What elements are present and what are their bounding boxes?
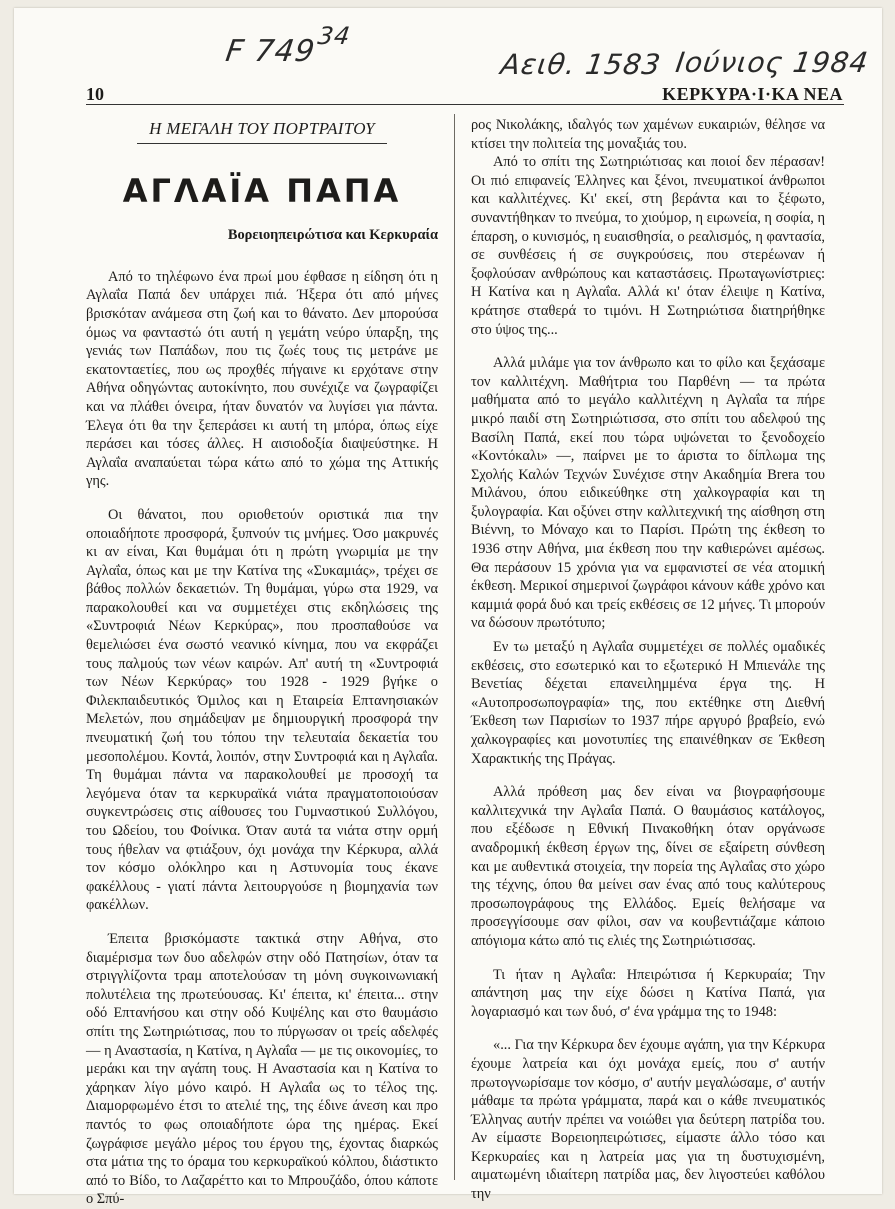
page-number: 10 <box>86 84 104 104</box>
paragraph: Οι θάνατοι, που οριοθετούν οριστικά πια την οποιαδήποτε προσφορά, ξυπνούν τις μνήμες. Όσο μακρυνές κι αν είναι, Και θυμάμαι ότι η πρώτη γνωριμία με την Αγλαΐα, όπως και με την Κατίνα της «Συκαμιάς», τρέχει σε βάθος πολλών δεκαετιών. Τη θυμάμαι, γύρω στα 1929, να παρακολουθεί και να συμμετέχει στις εκδηλώσεις της «Συντροφιά Νέων Κερκύρας», που προσπαθούσε να θεμελιώσει ένα σωστό νεανικό κίνημα, που να εκφράζει τους παλμούς των νέων καιρών. Απ' αυτή τη «Συντροφιά των Νέων Κερκύρας» του 1928 - 1929 βγήκε ο Φιλεκπαιδευτικός Όμιλος και η Εταιρεία Επτανησιακών Μελετών, που σημάδεψαν με δημιουργική προσφορά την πνευματική ζωή του τόπου την τελευταία δεκαετία του μεσοπολέμου. Κοντά, λοιπόν, στην Συντροφιά και η Αγλαΐα. Τη θυμάμαι πάντα να παρακολουθεί με προσοχή τα λεγόμενα όταν τα κερκυραϊκά νιάτα πραγματοποιούσαν συγκεντρώσεις στις αίθουσες του Γυμναστικού Συλλόγου, του Ωδείου, του Φοίνικα. Όταν αυτά τα νιάτα στην ορμή τους ήθελαν να φτιάξουν, όχι μονάχα την Κέρκυρα, αλλά τον κόσμο ολόκληρο και η Αστυνομία τους έκανε φακέλλους - γιατί πάντα λειτουργούσε η βιομηχανία των φακέλλων. <box>86 506 438 914</box>
paragraph: ρος Νικολάκης, ιδαλγός των χαμένων ευκαιριών, θέλησε να κτίσει την πολιτεία της μοναξιάς του. <box>471 117 825 152</box>
handwritten-accession-number: Αειθ. 1583 <box>498 48 664 81</box>
handwritten-reference-number: 34 <box>316 22 353 50</box>
handwritten-date: Ιούνιος 1984 <box>673 46 871 79</box>
paragraph: Εν τω μεταξύ η Αγλαΐα συμμετέχει σε πολλές ομαδικές εκθέσεις, στο εσωτερικό και το εξωτερικό Η Μπιενάλε της Βενετίας δέχεται επανειλημμένα έργα της. Η «Αυτοπροσωπογραφία» της, που εκτέθηκε στη Διεθνή Έκθεση των Παρισίων το 1937 πήρε αργυρό βραβείο, ενώ χαλκογραφίες και μονοτυπίες της επαινέθηκαν σε Έκθεση Χαρακτικής της Πράγας. <box>471 639 825 767</box>
journal-title: ΚΕΡΚΥΡΑ·Ι·ΚΑ ΝΕΑ <box>662 84 843 104</box>
right-column <box>471 116 825 1204</box>
header-rule <box>86 104 844 105</box>
paragraph: Από το τηλέφωνο ένα πρωί μου έφθασε η είδηση ότι η Αγλαΐα Παπά δεν υπάρχει πιά. Ήξερα ότι από μήνες βρισκόταν ανάμεσα στη ζωή και το θάνατο. Δεν μπορούσα όμως να φανταστώ ότι αυτή η γεμάτη νεύρο ύπαρξη, της γενιάς των Παπάδων, που τις ζωές τους τις μετράνε με εκατονταετίες, που ως προχθές πήγαινε κι ερχότανε στην Αθήνα οδηγώντας αυτοκίνητο, που συνέχιζε να ζωγραφίζει και να πλάθει όνειρα, ήταν δυνατόν να λυγίσει για πάντα. Έλεγα ότι θα την ξεπεράσει κι αυτή τη μπόρα, όπως είχε περάσει και τόσες άλλες. Η αισιοδοξία διαψεύστηκε. Η Αγλαΐα αναπαύεται τώρα κάτω από το χώμα της Αττικής γης. <box>86 268 438 490</box>
left-column <box>86 116 438 1209</box>
paragraph: Έπειτα βρισκόμαστε τακτικά στην Αθήνα, στο διαμέρισμα των δυο αδελφών στην οδό Πατησίων, όταν τα στριγγλίζοντα τραμ αποτελούσαν τη μόνη συγκοινωνιακή πολυτέλεια της πρωτεύουσας. Κι' έπειτα, κι' έπειτα... στην οδό Επτανήσου και στην οδό Κυψέλης και στο θαυμάσιο σπίτι της Σωτηριώτισας, που το πύργωσαν οι τρείς αδελφές — η Αναστασία, η Κατίνα, η Αγλαΐα — με τις οικονομίες, το μεράκι και την αγάπη τους. Η Αναστασία και η Κατίνα το χάρηκαν λίγο μόνο καιρό. Η Αγλαΐα ως το τέλος της. Διαμορφωμένο έτσι το ατελιέ της, της έδινε άνεση και προ παντός το φως οποιαδήποτε ώρα της ημέρας. Εκεί ζωγράφισε μεγάλο μέρος του έργου της, έχοντας διαρκώς στα μάτια της το όραμα του κερκυραϊκού κόλπου, διάστικτο από το Βίδο, το Λαζαρέττο και το Μπρουζάδο, όπου κάποτε ο Σπύ- <box>86 930 438 1208</box>
column-divider <box>454 114 455 1180</box>
section-title: Η ΜΕΓΑΛΗ ΤΟΥ ΠΟΡΤΡΑΙΤΟΥ <box>149 119 375 138</box>
paragraph: Αλλά μιλάμε για τον άνθρωπο και το φίλο και ξεχάσαμε τον καλλιτέχνη. Μαθήτρια του Παρθένη — τα πρώτα μαθήματα από το μεγάλο καλλιτέχνη η Αγλαΐα τα πήρε μικρό παιδί στη Σωτηριώτισσα, στο σπίτι του αδελφού της Βασίλη Παπά, εκεί που τώρα υψώνεται το ξενοδοχείο «Κοντόκαλι» —, παίρνει με το άριστα το δίπλωμα της Σχολής Καλών Τεχνών Συνέχισε στην Ακαδημία Brera του Μιλάνου, όπου ειδικεύθηκε στη χαλκογραφία και τη ξυλογραφία. Και οξύνει στην καλλιτεχνική της αίσθηση στη Βιέννη, το Μόναχο και το Παρίσι. Πρώτη της έκθεση το 1936 στην Αθήνα, μια έκθεση που την καθιερώνει αμέσως. Θα περάσουν 15 χρόνια για να εμφανιστεί σε νέα ατομική έκθεση. Μερικοί σημερινοί ζωγράφοι κάνουν κάθε χρόνο και καμμιά φορά δυό και τρείς εκθέσεις σε 12 μήνες. Τι μπορούν να δώσουν πρωτότυπο; <box>471 355 825 632</box>
section-rule <box>137 143 387 144</box>
paragraph: Τι ήταν η Αγλαΐα: Ηπειρώτισα ή Κερκυραία; Την απάντηση μας την είχε δώσει η Κατίνα Παπά, για λογαριασμό και των δυό, σ' ένα γράμμα της το 1948: <box>471 966 825 1020</box>
article-subtitle: Βορειοηπειρώτισα και Κερκυραία <box>227 227 438 244</box>
paragraph: Από το σπίτι της Σωτηριώτισας και ποιοί δεν πέρασαν! Οι πιό επιφανείς Έλληνες και ξένοι, πνευματικοί άνθρωποι και καλλιτέχνες. Κι' εκεί, στη βεράντα και το ξέφωτο, συναντήθηκαν το πνεύμα, το χιούμορ, η ειρωνεία, η σοφία, η έπαρση, ο κυνισμός, η ευαισθησία, ο ρεαλισμός, η φαντασία, σε συνθέσεις ή σε συγκρούσεις, που στερέωναν ή ξοφλούσαν ανθρώπους και καταστάσεις. Πρωταγωνίστριες: Η Κατίνα και η Αγλαΐα. Αλλά κι' όταν έλειψε η Κατίνα, κράτησε σταθερά το τιμόνι. Η Σωτηριώτισα διατηρήθηκε στο ύψος της... <box>471 154 825 338</box>
article-title: ΑΓΛΑΪΑ ΠΑΠΑ <box>122 171 402 210</box>
quote-paragraph: «... Για την Κέρκυρα δεν έχουμε αγάπη, για την Κέρκυρα έχουμε λατρεία και όχι μονάχα εμείς, που σ' αυτήν πρωτογνωρίσαμε τον κόσμο, σ' αυτήν μεγαλώσαμε, σ' αυτήν μάθαμε τα πρώτα γράμματα, παρά και ο κάθε πνευματικός Έλληνας αυτήν πρέπει να νοιώθει για δεύτερη πατρίδα του. Αν είμαστε Βορειοηπειρώτισες, είμαστε άλλο τόσο και Κερκυραίες και η λατρεία μας για τη δυστυχισμένη, αιματωμένη ιδιαίτερη πατρίδα μας, δεν λιγοστεύει καθόλου την <box>471 1037 825 1203</box>
handwritten-reference: F 749 <box>223 34 318 69</box>
paragraph: Αλλά πρόθεση μας δεν είναι να βιογραφήσουμε καλλιτεχνικά την Αγλαΐα Παπά. Ο θαυμάσιος κατάλογος, που εξέδωσε η Εθνική Πινακοθήκη όταν οργάνωσε αναδρομική έκθεση έργων της, δίνει σε εξαίρετη σύνθεση και με αυθεντικά στοιχεία, την πορεία της Αγλαΐας στο χώρο της τέχνης, όπου θα μείνει σαν ένας από τους καλύτερους προσωπογράφους της Ελλάδος. Εμείς θελήσαμε να προσεγγίσουμε σαν φίλοι, σαν να κουβεντιάζαμε κάποιο απόγιομα κάτω από τις ελιές της Σωτηριώτισσας. <box>471 784 825 949</box>
